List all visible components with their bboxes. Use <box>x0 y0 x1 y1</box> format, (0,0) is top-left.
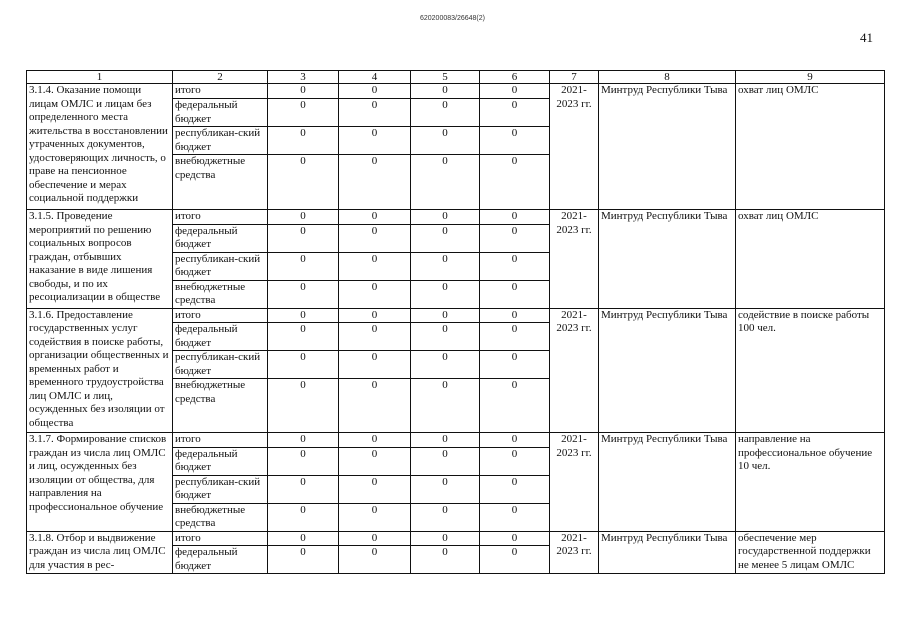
activity-title: 3.1.5. Проведение мероприятий по решению социальных вопросов граждан, отбывших наказание в виде лишения свободы, и по их ресоциализации в обществе <box>27 210 173 309</box>
executor-cell: Минтруд Республики Тыва <box>599 308 736 433</box>
value-cell: 0 <box>268 210 339 225</box>
table-row <box>27 84 885 99</box>
table-row <box>27 531 885 546</box>
funding-source-label: федеральный бюджет <box>173 546 268 574</box>
activity-title: 3.1.7. Формирование списков граждан из числа лиц ОМЛС и лиц, осужденных без изоляции от общества, для направления на профессиональное обучение <box>27 433 173 532</box>
value-cell: 0 <box>480 127 550 155</box>
executor-cell: Минтруд Республики Тыва <box>599 210 736 309</box>
page-number: 41 <box>860 30 873 45</box>
column-number-9: 9 <box>736 71 885 84</box>
value-cell: 0 <box>268 531 339 546</box>
value-cell: 0 <box>339 155 411 210</box>
value-cell: 0 <box>268 155 339 210</box>
funding-source-label: федеральный бюджет <box>173 447 268 475</box>
value-cell: 0 <box>480 252 550 280</box>
value-cell: 0 <box>268 503 339 531</box>
value-cell: 0 <box>268 308 339 323</box>
column-number-6: 6 <box>480 71 550 84</box>
funding-source-label: республикан-ский бюджет <box>173 351 268 379</box>
value-cell: 0 <box>480 155 550 210</box>
value-cell: 0 <box>268 280 339 308</box>
value-cell: 0 <box>480 433 550 448</box>
table-body <box>27 84 885 574</box>
executor-cell: Минтруд Республики Тыва <box>599 433 736 532</box>
funding-source-label: республикан-ский бюджет <box>173 252 268 280</box>
column-numbers-header <box>27 71 885 84</box>
value-cell: 0 <box>339 503 411 531</box>
period-cell: 2021-2023 гг. <box>550 531 599 574</box>
value-cell: 0 <box>480 308 550 323</box>
funding-source-label: федеральный бюджет <box>173 224 268 252</box>
value-cell: 0 <box>480 447 550 475</box>
column-number-4: 4 <box>339 71 411 84</box>
value-cell: 0 <box>339 224 411 252</box>
period-cell: 2021-2023 гг. <box>550 84 599 210</box>
executor-cell: Минтруд Республики Тыва <box>599 531 736 574</box>
value-cell: 0 <box>480 531 550 546</box>
value-cell: 0 <box>411 252 480 280</box>
value-cell: 0 <box>268 323 339 351</box>
value-cell: 0 <box>480 99 550 127</box>
value-cell: 0 <box>339 531 411 546</box>
value-cell: 0 <box>268 99 339 127</box>
funding-source-label: внебюджетные средства <box>173 379 268 433</box>
value-cell: 0 <box>480 546 550 574</box>
value-cell: 0 <box>339 546 411 574</box>
program-table <box>26 70 885 574</box>
value-cell: 0 <box>339 127 411 155</box>
value-cell: 0 <box>268 475 339 503</box>
funding-source-label: республикан-ский бюджет <box>173 475 268 503</box>
funding-source-label: федеральный бюджет <box>173 323 268 351</box>
funding-source-label: внебюджетные средства <box>173 155 268 210</box>
result-cell: обеспечение мер государственной поддержки не менее 5 лицам ОМЛС <box>736 531 885 574</box>
period-cell: 2021-2023 гг. <box>550 433 599 532</box>
document-id: 620200083/26648(2) <box>419 15 485 22</box>
value-cell: 0 <box>268 546 339 574</box>
value-cell: 0 <box>411 475 480 503</box>
value-cell: 0 <box>339 308 411 323</box>
table-row <box>27 433 885 448</box>
value-cell: 0 <box>411 280 480 308</box>
value-cell: 0 <box>480 280 550 308</box>
funding-source-label: итого <box>173 531 268 546</box>
value-cell: 0 <box>411 447 480 475</box>
value-cell: 0 <box>411 379 480 433</box>
funding-source-label: итого <box>173 84 268 99</box>
period-cell: 2021-2023 гг. <box>550 210 599 309</box>
funding-source-label: внебюджетные средства <box>173 503 268 531</box>
funding-source-label: итого <box>173 433 268 448</box>
value-cell: 0 <box>268 379 339 433</box>
value-cell: 0 <box>339 351 411 379</box>
value-cell: 0 <box>411 531 480 546</box>
value-cell: 0 <box>268 433 339 448</box>
executor-cell: Минтруд Республики Тыва <box>599 84 736 210</box>
value-cell: 0 <box>339 99 411 127</box>
value-cell: 0 <box>411 84 480 99</box>
funding-source-label: республикан-ский бюджет <box>173 127 268 155</box>
value-cell: 0 <box>480 224 550 252</box>
value-cell: 0 <box>480 379 550 433</box>
value-cell: 0 <box>411 351 480 379</box>
value-cell: 0 <box>268 447 339 475</box>
result-cell: содействие в поиске работы 100 чел. <box>736 308 885 433</box>
value-cell: 0 <box>339 447 411 475</box>
column-number-3: 3 <box>268 71 339 84</box>
value-cell: 0 <box>411 224 480 252</box>
funding-source-label: итого <box>173 210 268 225</box>
value-cell: 0 <box>339 280 411 308</box>
result-cell: охват лиц ОМЛС <box>736 84 885 210</box>
value-cell: 0 <box>480 84 550 99</box>
value-cell: 0 <box>411 210 480 225</box>
value-cell: 0 <box>480 475 550 503</box>
value-cell: 0 <box>268 84 339 99</box>
value-cell: 0 <box>339 433 411 448</box>
value-cell: 0 <box>480 210 550 225</box>
value-cell: 0 <box>339 323 411 351</box>
value-cell: 0 <box>480 351 550 379</box>
value-cell: 0 <box>411 433 480 448</box>
table-row <box>27 210 885 225</box>
activity-title: 3.1.4. Оказание помощи лицам ОМЛС и лицам без определенного места жительства в восстановлении утраченных документов, удостоверяющих личность, о праве на пенсионное обеспечение и мерах социальной поддержки <box>27 84 173 210</box>
column-number-7: 7 <box>550 71 599 84</box>
value-cell: 0 <box>268 224 339 252</box>
result-cell: охват лиц ОМЛС <box>736 210 885 309</box>
funding-source-label: федеральный бюджет <box>173 99 268 127</box>
value-cell: 0 <box>411 99 480 127</box>
value-cell: 0 <box>339 84 411 99</box>
value-cell: 0 <box>339 210 411 225</box>
funding-source-label: внебюджетные средства <box>173 280 268 308</box>
result-cell: направление на профессиональное обучение 10 чел. <box>736 433 885 532</box>
column-number-2: 2 <box>173 71 268 84</box>
period-cell: 2021-2023 гг. <box>550 308 599 433</box>
activity-title: 3.1.6. Предоставление государственных услуг содействия в поиске работы, организации общественных и временных работ и временного трудоустройства лиц ОМЛС и лиц, осужденных без изоляции от общества <box>27 308 173 433</box>
column-number-1: 1 <box>27 71 173 84</box>
value-cell: 0 <box>411 127 480 155</box>
value-cell: 0 <box>268 127 339 155</box>
column-number-5: 5 <box>411 71 480 84</box>
value-cell: 0 <box>411 323 480 351</box>
value-cell: 0 <box>411 503 480 531</box>
value-cell: 0 <box>411 308 480 323</box>
value-cell: 0 <box>411 155 480 210</box>
value-cell: 0 <box>339 475 411 503</box>
value-cell: 0 <box>268 252 339 280</box>
value-cell: 0 <box>480 323 550 351</box>
value-cell: 0 <box>268 351 339 379</box>
value-cell: 0 <box>480 503 550 531</box>
value-cell: 0 <box>339 252 411 280</box>
funding-source-label: итого <box>173 308 268 323</box>
value-cell: 0 <box>411 546 480 574</box>
value-cell: 0 <box>339 379 411 433</box>
table-row <box>27 308 885 323</box>
activity-title: 3.1.8. Отбор и выдвижение граждан из числа лиц ОМЛС для участия в рес- <box>27 531 173 574</box>
column-number-8: 8 <box>599 71 736 84</box>
